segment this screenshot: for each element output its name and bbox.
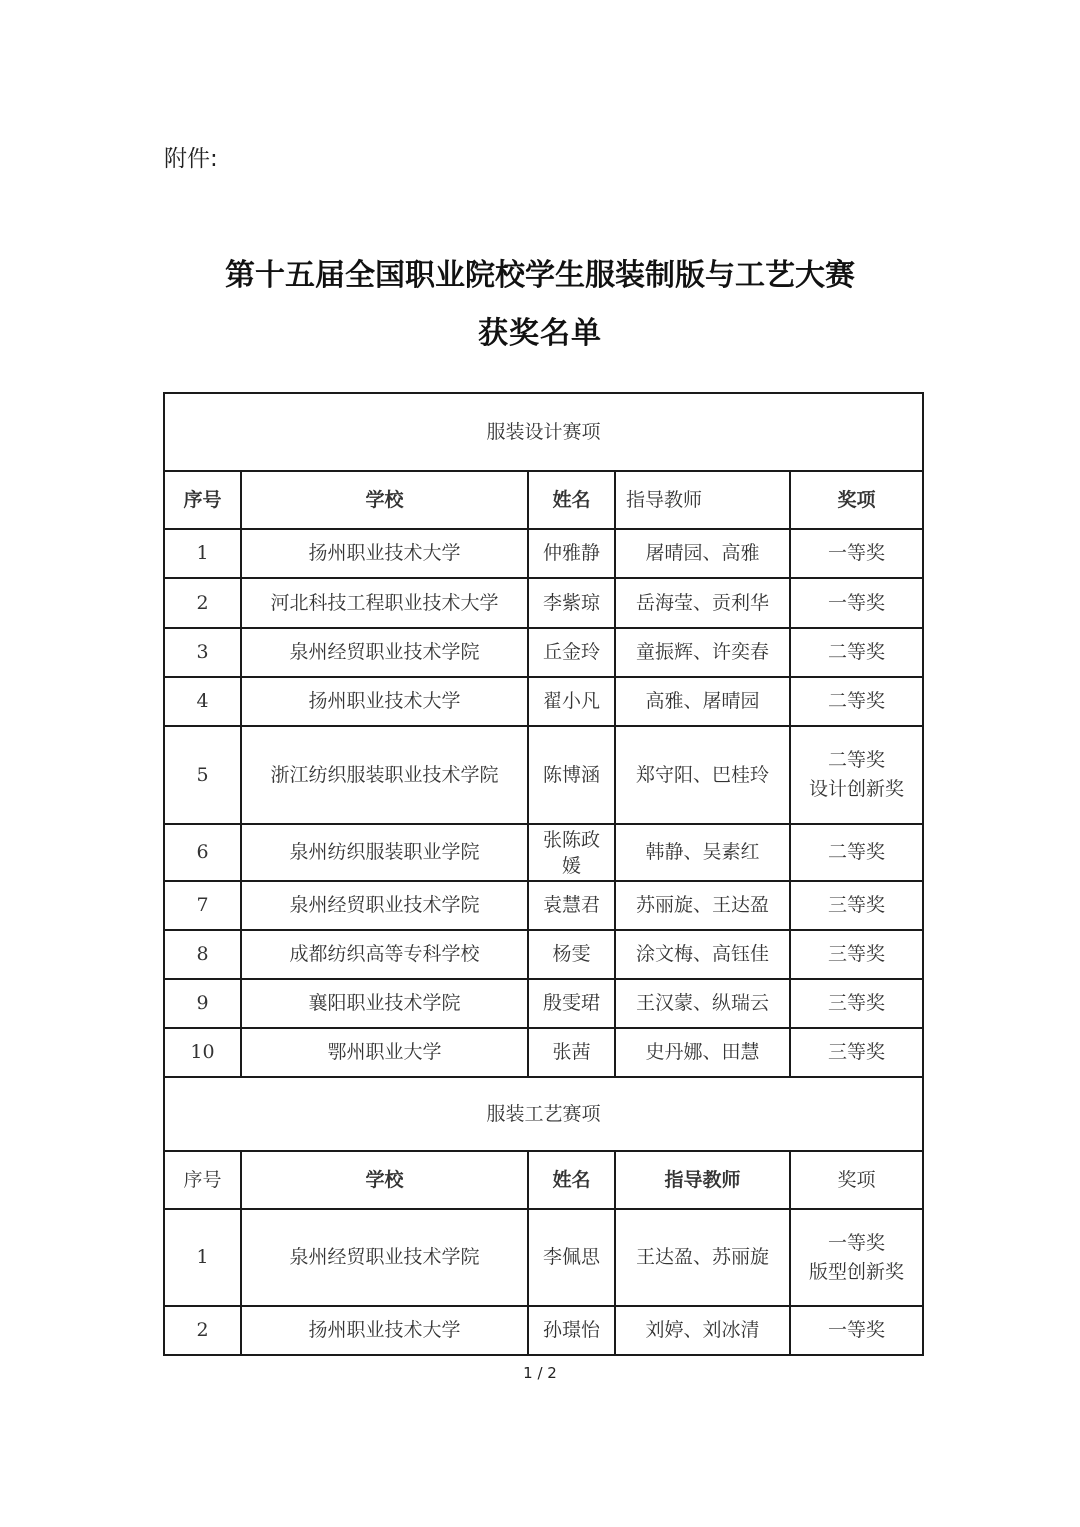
cell-name: 殷雯珺	[528, 979, 615, 1028]
page-indicator: 1 / 2	[523, 1364, 557, 1382]
award-table	[163, 392, 924, 1356]
cell-award	[790, 726, 923, 824]
cell-school: 扬州职业技术大学	[241, 1306, 528, 1355]
cell-school: 河北科技工程职业技术大学	[241, 578, 528, 628]
cell-name: 李紫琼	[528, 578, 615, 628]
table-row	[164, 824, 923, 881]
award-text: 三等奖	[827, 943, 885, 965]
cell-teachers: 王达盈、苏丽旋	[615, 1209, 790, 1306]
cell-no: 2	[164, 1306, 241, 1355]
cell-no: 2	[164, 578, 241, 628]
table-row	[164, 1209, 923, 1306]
cell-award	[790, 979, 923, 1028]
cell-award	[790, 930, 923, 979]
award-text: 三等奖	[827, 992, 885, 1014]
cell-award	[790, 824, 923, 881]
cell-school: 泉州经贸职业技术学院	[241, 1209, 528, 1306]
header-name: 姓名	[528, 1151, 615, 1209]
cell-award	[790, 578, 923, 628]
award-text: 一等奖	[827, 542, 885, 564]
cell-school: 成都纺织高等专科学校	[241, 930, 528, 979]
table-row	[164, 529, 923, 578]
award-text: 一等奖	[827, 1319, 885, 1341]
cell-no: 3	[164, 628, 241, 677]
cell-school: 泉州纺织服装职业学院	[241, 824, 528, 881]
cell-teachers: 高雅、屠晴园	[615, 677, 790, 726]
cell-teachers: 屠晴园、高雅	[615, 529, 790, 578]
table-row	[164, 677, 923, 726]
cell-name: 翟小凡	[528, 677, 615, 726]
cell-award	[790, 1306, 923, 1355]
header-school: 学校	[241, 1151, 528, 1209]
header-teachers: 指导教师	[615, 471, 790, 529]
cell-name: 丘金玲	[528, 628, 615, 677]
cell-teachers: 刘婷、刘冰清	[615, 1306, 790, 1355]
cell-school: 泉州经贸职业技术学院	[241, 881, 528, 930]
cell-no: 7	[164, 881, 241, 930]
cell-no: 1	[164, 1209, 241, 1306]
cell-name: 杨雯	[528, 930, 615, 979]
award-text: 二等奖	[827, 690, 885, 712]
cell-no: 5	[164, 726, 241, 824]
cell-teachers: 童振辉、许奕春	[615, 628, 790, 677]
cell-teachers: 韩静、吴素红	[615, 824, 790, 881]
table-row	[164, 578, 923, 628]
cell-name: 袁慧君	[528, 881, 615, 930]
table-row	[164, 726, 923, 824]
table-header-row	[164, 471, 923, 529]
table-row	[164, 930, 923, 979]
table-row	[164, 1028, 923, 1077]
cell-name: 孙璟怡	[528, 1306, 615, 1355]
header-school: 学校	[241, 471, 528, 529]
document-subtitle: 获奖名单	[478, 316, 602, 351]
cell-no: 8	[164, 930, 241, 979]
cell-name: 张茜	[528, 1028, 615, 1077]
cell-teachers: 苏丽旋、王达盈	[615, 881, 790, 930]
table-row	[164, 1306, 923, 1355]
header-name: 姓名	[528, 471, 615, 529]
section-title: 服装设计赛项	[164, 393, 923, 471]
table-header-row	[164, 1151, 923, 1209]
cell-teachers: 郑守阳、巴桂玲	[615, 726, 790, 824]
table-row	[164, 979, 923, 1028]
award-text: 二等奖	[827, 749, 885, 771]
award-text: 版型创新奖	[808, 1260, 904, 1283]
award-text: 一等奖	[827, 591, 885, 614]
cell-no: 6	[164, 824, 241, 881]
table-row	[164, 628, 923, 677]
cell-teachers: 涂文梅、高钰佳	[615, 930, 790, 979]
cell-name: 张陈政媛	[528, 824, 615, 881]
cell-teachers: 王汉蒙、纵瑞云	[615, 979, 790, 1028]
cell-name: 仲雅静	[528, 529, 615, 578]
cell-award	[790, 628, 923, 677]
section-title: 服装工艺赛项	[164, 1077, 923, 1151]
award-text: 一等奖	[827, 1231, 885, 1254]
header-no: 序号	[164, 471, 241, 529]
document-title: 第十五届全国职业院校学生服装制版与工艺大赛	[225, 258, 855, 293]
header-teachers: 指导教师	[615, 1151, 790, 1209]
cell-award	[790, 1209, 923, 1306]
cell-no: 1	[164, 529, 241, 578]
table-row	[164, 881, 923, 930]
attachment-label: 附件:	[164, 146, 218, 172]
cell-teachers: 岳海莹、贡利华	[615, 578, 790, 628]
cell-name: 李佩思	[528, 1209, 615, 1306]
award-text: 设计创新奖	[808, 778, 904, 800]
cell-school: 襄阳职业技术学院	[241, 979, 528, 1028]
cell-name: 陈博涵	[528, 726, 615, 824]
cell-award	[790, 1028, 923, 1077]
cell-no: 9	[164, 979, 241, 1028]
header-award: 奖项	[790, 471, 923, 529]
section-title-row	[164, 393, 923, 471]
cell-award	[790, 881, 923, 930]
cell-school: 泉州经贸职业技术学院	[241, 628, 528, 677]
cell-school: 浙江纺织服装职业技术学院	[241, 726, 528, 824]
cell-teachers: 史丹娜、田慧	[615, 1028, 790, 1077]
cell-no: 4	[164, 677, 241, 726]
award-text: 二等奖	[827, 841, 885, 863]
cell-school: 扬州职业技术大学	[241, 677, 528, 726]
cell-school: 扬州职业技术大学	[241, 529, 528, 578]
cell-award	[790, 529, 923, 578]
header-award: 奖项	[790, 1151, 923, 1209]
award-text: 三等奖	[827, 1041, 885, 1063]
cell-award	[790, 677, 923, 726]
award-text: 三等奖	[827, 894, 885, 916]
cell-school: 鄂州职业大学	[241, 1028, 528, 1077]
award-text: 二等奖	[827, 641, 885, 663]
cell-no: 10	[164, 1028, 241, 1077]
header-no: 序号	[164, 1151, 241, 1209]
section-title-row	[164, 1077, 923, 1151]
